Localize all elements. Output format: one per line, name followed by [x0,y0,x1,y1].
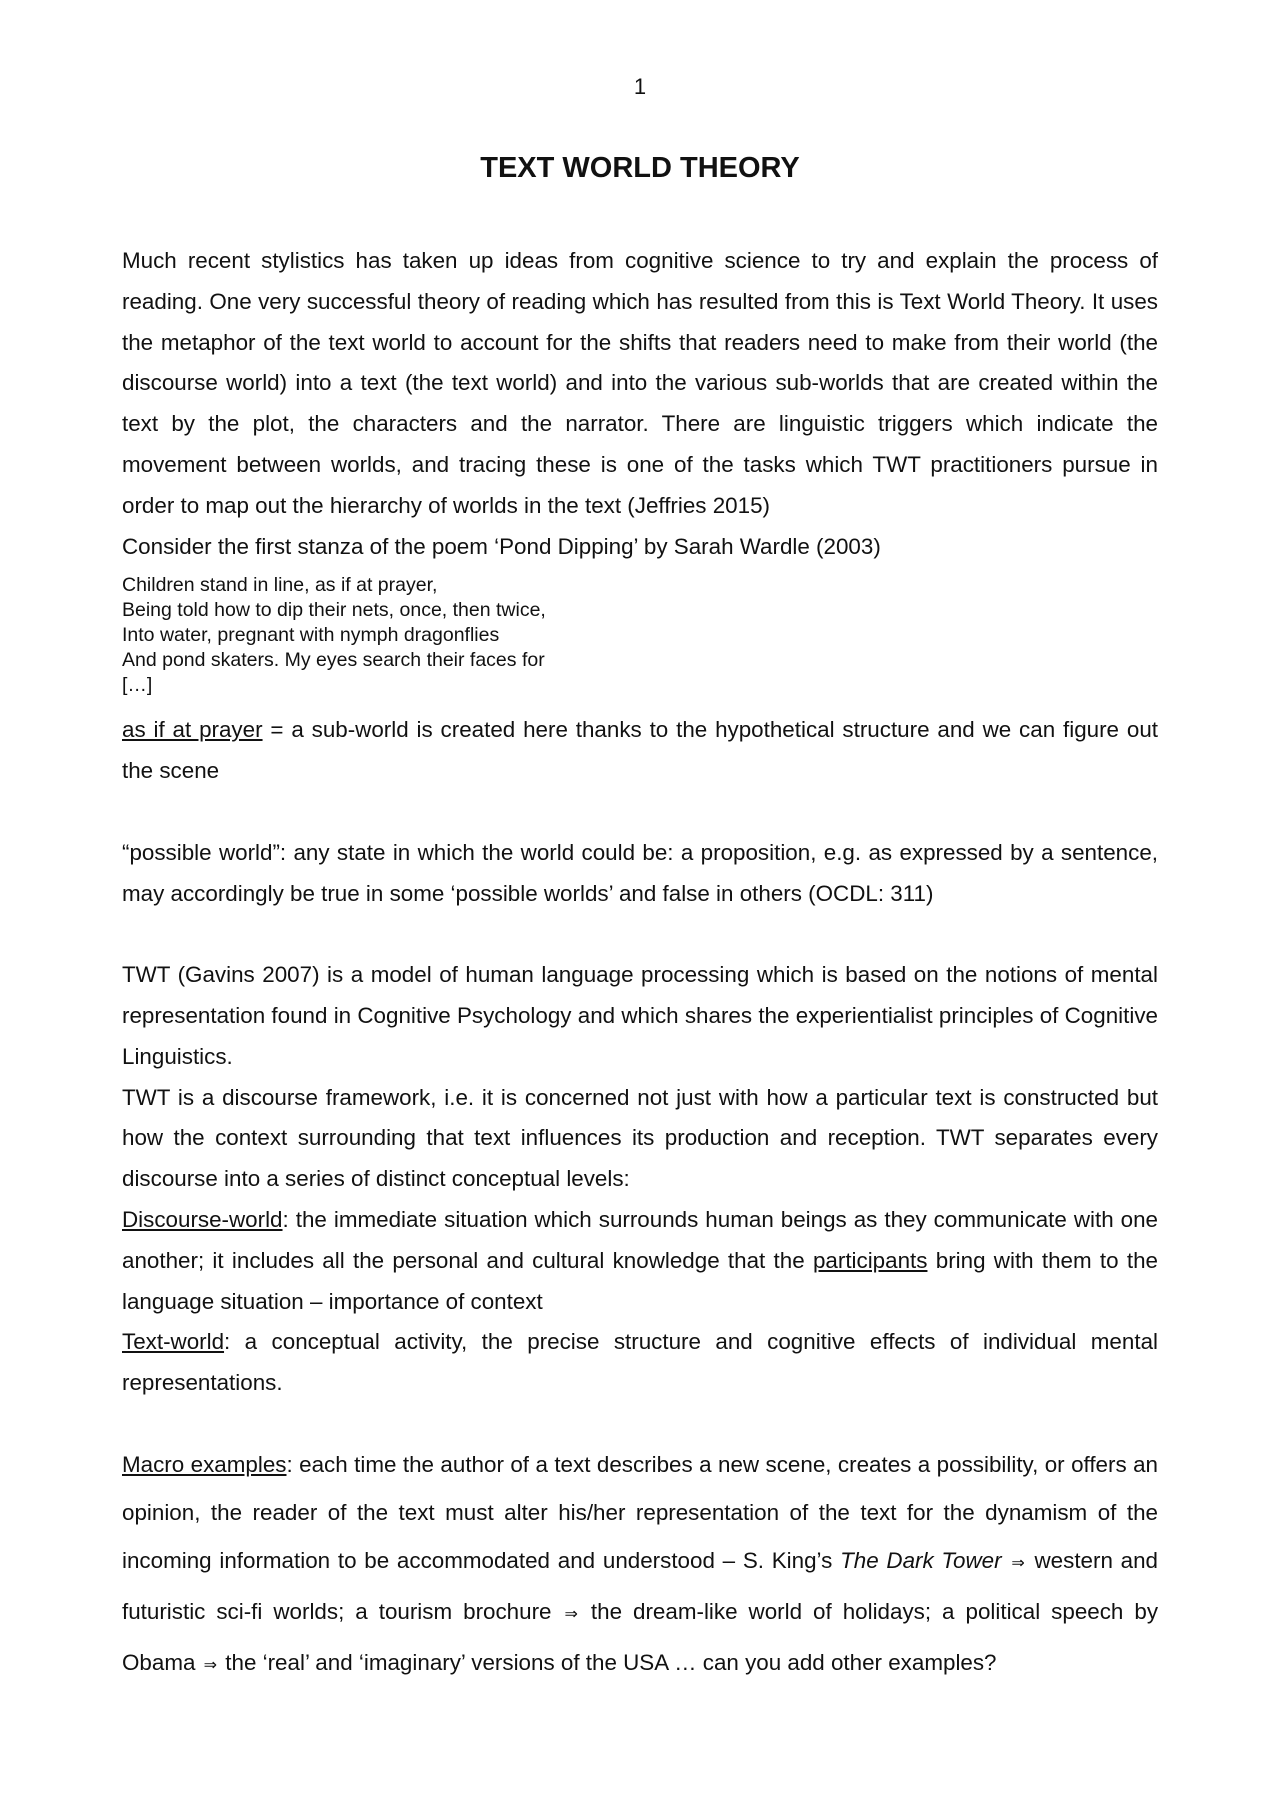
text-world-text: : a conceptual activity, the precise structure and cognitive effects of individual mental representations. [122,1329,1158,1396]
page-number: 1 [633,74,647,99]
participants-term: participants [812,1247,928,1273]
discourse-world-definition [122,1200,1158,1322]
text-world-definition [122,1322,1158,1404]
macro-examples-text: : each time the author of a text describes a new scene, creates a possibility, or offers an opinion, the reader of the text must alter his/her representation of the text for the dynamism of the incoming information to be accommodated and understood – S. King’s [122,1451,1159,1573]
macro-examples-text-b: western and futuristic sci-fi worlds; a tourism brochure [122,1547,1158,1624]
spacer [122,792,1158,833]
implies-arrow-icon: ⇒ [564,1605,578,1623]
macro-examples-text-d: the ‘real’ and ‘imaginary’ versions of the USA … can you add other examples? [219,1649,997,1675]
macro-examples-paragraph [122,1441,1158,1690]
book-title: The Dark Tower [840,1547,1002,1573]
poem-line: And pond skaters. My eyes search their faces for [122,649,545,672]
discourse-world-text: : the immediate situation which surrounds human beings as they communicate with one another; it includes all the personal and cultural knowledge that the [122,1206,1158,1273]
twt-framework-paragraph: TWT is a discourse framework, i.e. it is concerned not just with how a particular text is constructed but how the context surrounding that text influences its production and reception. TWT separates every discourse into a series of distinct conceptual levels: [122,1084,1158,1192]
implies-arrow-icon: ⇒ [1011,1554,1025,1572]
intro-paragraph: Much recent stylistics has taken up ideas from cognitive science to try and explain the process of reading. One very successful theory of reading which has resulted from this is Text World Theory. It uses the metaphor of the text world to account for the shifts that readers need to make from their world (the discourse world) into a text (the text world) and into the various sub-worlds that are created within the text by the plot, the characters and the narrator. There are linguistic triggers which indicate the movement between worlds, and tracing these is one of the tasks which TWT practitioners pursue in order to map out the hierarchy of worlds in the text (Jeffries 2015) [122,248,1158,518]
discourse-world-text-end: bring with them to the language situation – importance of context [122,1247,1158,1314]
subworld-text: = a sub-world is created here thanks to the hypothetical structure and we can figure out the scene [122,717,1158,784]
implies-arrow-icon: ⇒ [203,1656,218,1674]
subworld-note [122,710,1158,792]
spacer [122,914,1158,955]
twt-model-paragraph: TWT (Gavins 2007) is a model of human language processing which is based on the notions of mental representation found in Cognitive Psychology and which shares the experientialist principles of Cognitive Linguistics. [122,962,1158,1069]
possible-world-definition: “possible world”: any state in which the world could be: a proposition, e.g. as expressed by a sentence, may accordingly be true in some ‘possible worlds’ and false in others (OCDL: 311) [122,839,1158,906]
discourse-world-term: Discourse-world [122,1206,283,1232]
poem-ellipsis: […] [122,674,153,697]
macro-examples-text-c: the dream-like world of holidays; a political speech by Obama [122,1598,1159,1675]
poem-line: Into water, pregnant with nymph dragonflies [122,624,500,647]
page-title: TEXT WORLD THEORY [480,152,800,184]
spacer [122,1404,1158,1445]
poem-line: Being told how to dip their nets, once, then twice, [122,599,546,622]
document-body [122,241,1158,1690]
poem-intro: Consider the first stanza of the poem ‘Pond Dipping’ by Sarah Wardle (2003) [122,533,881,559]
macro-examples-term: Macro examples [122,1451,287,1477]
text-world-term: Text-world [122,1329,225,1355]
subworld-term: as if at prayer [122,717,263,743]
poem-stanza [122,573,1158,698]
poem-line: Children stand in line, as if at prayer, [122,574,438,597]
